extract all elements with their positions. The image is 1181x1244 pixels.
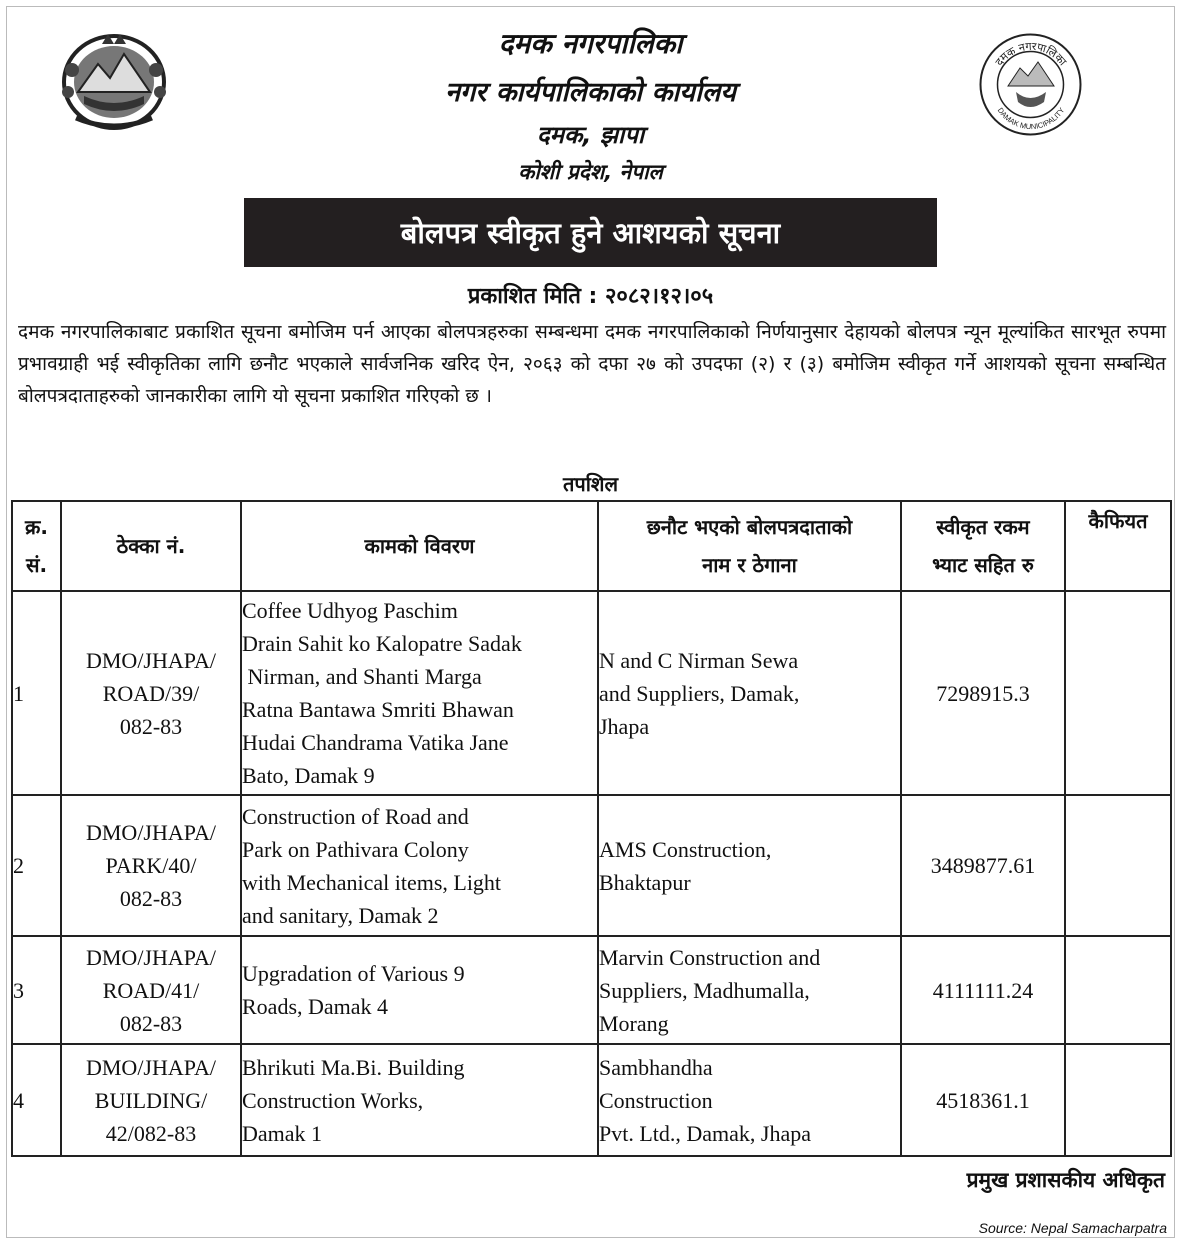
cell-line: Bato, Damak 9: [242, 763, 375, 788]
cell-line: Construction: [599, 1087, 713, 1113]
seal-bottom-text: DAMAK MUNICIPALITY: [995, 105, 1067, 132]
cell-line: DMO/JHAPA/: [85, 944, 216, 970]
cell-line: Coffee Udhyog Paschim: [242, 598, 458, 623]
header-bidder: [598, 501, 901, 591]
cell-line: and Suppliers, Damak,: [599, 680, 800, 706]
header-tender-no: ठेक्का नं.: [61, 501, 241, 591]
table-caption: तपशिल: [562, 472, 619, 496]
cell-remarks: [1065, 591, 1171, 795]
cell-line: Pvt. Ltd., Damak, Jhapa: [599, 1120, 812, 1146]
cell-line: Construction Works,: [242, 1087, 424, 1113]
cell-line: Ratna Bantawa Smriti Bhawan: [242, 697, 514, 722]
cell-line: Bhaktapur: [599, 869, 691, 895]
cell-remarks: [1065, 936, 1171, 1044]
cell-line: ROAD/39/: [102, 680, 200, 706]
cell-bidder: [598, 795, 901, 936]
table-row: [12, 1044, 1171, 1156]
cell-description: [241, 591, 598, 795]
cell-line: DMO/JHAPA/: [85, 1054, 216, 1080]
table-row: [12, 936, 1171, 1044]
cell-line: N and C Nirman Sewa: [599, 647, 799, 673]
cell-remarks: [1065, 795, 1171, 936]
cell-line: ROAD/41/: [102, 977, 200, 1003]
header-sn-line1: क्र.: [25, 515, 48, 539]
cell-tender-no: [61, 591, 241, 795]
seal-top-text: दमक नगरपालिका: [992, 39, 1070, 69]
cell-line: 42/082-83: [105, 1120, 197, 1146]
cell-line: Hudai Chandrama Vatika Jane: [242, 730, 509, 755]
cell-line: Morang: [599, 1010, 669, 1036]
cell-line: Bhrikuti Ma.Bi. Building: [242, 1054, 465, 1080]
cell-description: [241, 1044, 598, 1156]
cell-line: Construction of Road and: [242, 803, 469, 829]
cell-line: with Mechanical items, Light: [242, 869, 502, 895]
table-row: [12, 591, 1171, 795]
municipality-name: दमक नगरपालिका: [498, 27, 683, 60]
cell-line: Marvin Construction and: [599, 944, 821, 970]
cell-amount: 4518361.1: [901, 1044, 1065, 1156]
cell-description: [241, 936, 598, 1044]
header-bidder-line2: नाम र ठेगाना: [702, 553, 797, 577]
cell-line: PARK/40/: [105, 853, 197, 878]
header-sn: [12, 501, 61, 591]
header-amount-line1: स्वीकृत रकम: [936, 515, 1030, 539]
cell-line: Upgradation of Various 9: [242, 961, 465, 986]
cell-line: Suppliers, Madhumalla,: [599, 977, 810, 1003]
cell-bidder: [598, 591, 901, 795]
cell-sn: 3: [12, 936, 61, 1044]
cell-remarks: [1065, 1044, 1171, 1156]
header-description: कामको विवरण: [241, 501, 598, 591]
office-name: नगर कार्यपालिकाको कार्यालय: [445, 77, 736, 108]
signatory-title: प्रमुख प्रशासकीय अधिकृत: [966, 1168, 1165, 1192]
tender-table: [11, 500, 1172, 1157]
notice-title: बोलपत्र स्वीकृत हुने आशयको सूचना: [400, 216, 781, 250]
cell-line: Nirman, and Shanti Marga: [242, 664, 482, 689]
cell-amount: 7298915.3: [901, 591, 1065, 795]
cell-amount: 3489877.61: [901, 795, 1065, 936]
cell-tender-no: [61, 936, 241, 1044]
cell-sn: 2: [12, 795, 61, 936]
cell-line: 082-83: [119, 713, 183, 739]
header-amount: [901, 501, 1065, 591]
cell-line: Damak 1: [242, 1120, 323, 1146]
notice-body: दमक नगरपालिकाबाट प्रकाशित सूचना बमोजिम पर्न आएका बोलपत्रहरुका सम्बन्धमा दमक नगरपालिकाको निर्णयानुसार देहायको बोलपत्र न्यून मूल्यांकित सारभूत रुपमा प्रभावग्राही भई स्वीकृतिका लागि छनौट भएकाले सार्वजनिक खरिद ऐन, २०६३ को दफा २७ को उपदफा (२) र (३) बमोजिम स्वीकृत गर्ने आशयको सूचना सम्बन्धित बोलपत्रदाताहरुको जानकारीका लागि यो सूचना प्रकाशित गरिएको छ ।: [18, 321, 1166, 407]
table-row: [12, 795, 1171, 936]
source-credit: Source: Nepal Samacharpatra: [978, 1220, 1167, 1236]
province-country: कोशी प्रदेश, नेपाल: [518, 160, 663, 184]
cell-line: and sanitary, Damak 2: [242, 902, 439, 928]
cell-bidder: [598, 936, 901, 1044]
cell-line: Sambhandha: [599, 1054, 713, 1080]
header-amount-line2: भ्याट सहित रु: [932, 553, 1034, 577]
table-header-row: [12, 501, 1171, 591]
cell-description: [241, 795, 598, 936]
cell-sn: 4: [12, 1044, 61, 1156]
cell-bidder: [598, 1044, 901, 1156]
cell-line: BUILDING/: [94, 1087, 208, 1113]
header-sn-line2: सं.: [25, 553, 48, 577]
cell-line: Jhapa: [599, 713, 650, 739]
cell-line: AMS Construction,: [599, 836, 772, 862]
cell-line: DMO/JHAPA/: [85, 647, 216, 673]
cell-line: Drain Sahit ko Kalopatre Sadak: [242, 631, 522, 656]
office-location: दमक, झापा: [536, 121, 645, 149]
cell-line: Park on Pathivara Colony: [242, 836, 469, 862]
cell-line: 082-83: [119, 886, 183, 911]
cell-amount: 4111111.24: [901, 936, 1065, 1044]
notice-title-banner: [244, 198, 937, 267]
cell-tender-no: [61, 795, 241, 936]
cell-line: DMO/JHAPA/: [85, 820, 216, 845]
header-bidder-line1: छनौट भएको बोलपत्रदाताको: [646, 515, 853, 539]
cell-sn: 1: [12, 591, 61, 795]
cell-line: Roads, Damak 4: [242, 994, 389, 1019]
cell-tender-no: [61, 1044, 241, 1156]
header-remarks: कैफियत: [1065, 501, 1171, 591]
publish-date: प्रकाशित मिति : २०८२।१२।०५: [467, 284, 714, 309]
cell-line: 082-83: [119, 1010, 183, 1036]
